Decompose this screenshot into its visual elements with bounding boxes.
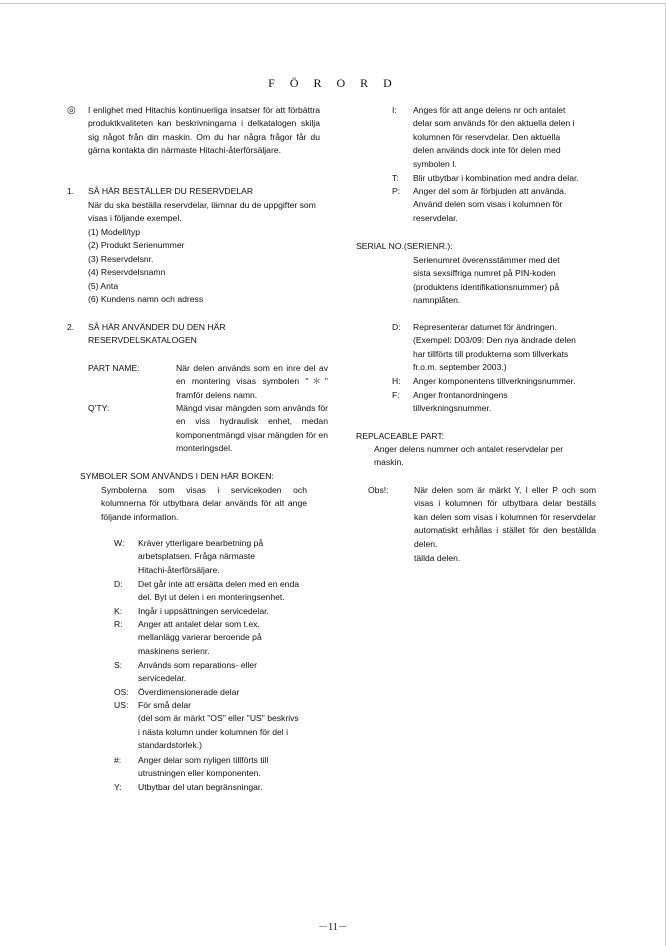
symbol-code: S: [114, 660, 123, 670]
symbol-desc-line: Anger del som är förbjuden att använda. [413, 186, 567, 196]
list-item: (3) Reservdelsnr. [88, 253, 154, 264]
definition-text: Mängd visar mängden som används för en viss hydraulisk enhet, medan komponentmängd visar mängden för en monteringsdel. [176, 403, 328, 454]
page-number: －11－ [318, 922, 348, 933]
section1-text: När du ska beställa reservdelar, lämnar du de uppgifter som visas i följande exempel. [88, 200, 316, 224]
symbol-code: OS: [114, 687, 129, 697]
symbol-desc-line: reservdelar. [413, 212, 458, 223]
symbol-desc-line: Utbytbar del utan begränsningar. [138, 782, 263, 792]
symbol-desc-line: fr.o.m. september 2003.) [413, 362, 507, 373]
symbol-code: K: [114, 606, 123, 616]
definition-term: PART NAME: [88, 363, 140, 373]
symbol-code: H: [392, 376, 401, 386]
symbol-desc-line: delen används dock inte för delen med [413, 145, 561, 156]
obs-tail: tällda delen. [414, 553, 461, 563]
symbol-desc-line: har tillförts till produkterna som tillverkats [413, 348, 569, 359]
symbol-desc-line: För små delar [138, 700, 192, 710]
symbol-desc-line: Anger delar som nyligen tillförts till [138, 755, 269, 765]
symbol-desc-line: Överdimensionerade delar [138, 687, 240, 697]
symbol-desc-line: symbolen I. [413, 158, 457, 169]
symbol-desc-line: delar som används för den aktuella delen i [413, 118, 575, 129]
symbol-code: US: [114, 700, 129, 710]
definition-term: Q'TY: [88, 403, 110, 413]
symbol-code: Y: [114, 782, 122, 792]
symbol-desc-line: Anger komponentens tillverkningsnummer. [413, 376, 576, 386]
replaceable-line: Anger delens nummer och antalet reservdelar per [374, 444, 564, 454]
symbols-text: Symbolerna som visas i servicekoden och kolumnerna för utbytbara delar används för att ange följande information. [101, 485, 307, 522]
list-item: (1) Modell/typ [88, 227, 141, 237]
symbol-code: P: [392, 186, 401, 196]
symbol-desc-line: Anger att antalet delar som t.ex. [138, 619, 260, 629]
symbol-desc-line: tillverkningsnummer. [413, 403, 492, 414]
definition-text: När delen används som en inre del av en montering visas symbolen "＊" framför delens namn. [176, 363, 328, 400]
section1-heading: SÅ HÄR BESTÄLLER DU RESERVDELAR [88, 186, 254, 196]
intro-symbol-icon: ◎ [67, 105, 76, 116]
page-border-top [0, 3, 666, 4]
section2-heading [88, 321, 226, 348]
symbol-desc-line: utrustningen eller komponenten. [138, 768, 261, 779]
symbol-desc-line: Använd delen som visas i kolumnen för [413, 199, 563, 210]
symbol-code: I: [392, 105, 397, 115]
section2-number: 2. [67, 322, 75, 332]
symbol-desc-line: Anges för att ange delens nr och antalet [413, 105, 566, 115]
symbol-desc-line: Kräver ytterligare bearbetning på [138, 538, 264, 548]
symbol-desc-line: kolumnen för reservdelar. Den aktuella [413, 131, 561, 142]
intro-paragraph: I enlighet med Hitachis kontinuerliga insatser för att förbättra produktkvaliteten kan beskrivningarna i delkatalogen skilja sig något från din maskin. Om du har några frågor får du gärna kontakta din närmaste Hitachi-återförsäljare. [88, 105, 320, 156]
serial-line: (produktens identifikationsnummer) på [413, 281, 560, 292]
serial-line: namnplåten. [413, 295, 461, 306]
replaceable-heading: REPLACEABLE PART: [356, 431, 445, 441]
list-item: (2) Produkt Serienummer [88, 240, 185, 251]
symbol-code: D: [114, 579, 123, 589]
obs-text: När delen som är märkt Y, I eller P och som visas i kolumnen för utbytbara delar beställs kan delen som visas i kolumnen för reservdelar automatiskt erhållas i stället för den beställda delen. [414, 485, 596, 549]
serial-text [413, 254, 560, 308]
symbol-code: #: [114, 755, 122, 765]
serial-line: Serienumret överensstämmer med det [413, 255, 560, 265]
section1-list [88, 226, 203, 306]
page-title: F Ö R O R D [268, 76, 398, 90]
symbol-desc-line: maskinens serienr. [138, 645, 210, 656]
symbol-code: T: [392, 173, 399, 183]
symbol-desc-line: servicedelar. [138, 673, 187, 684]
symbol-code: D: [392, 322, 401, 332]
section2-heading-line: RESERVDELSKATALOGEN [88, 335, 197, 346]
symbol-desc-line: Representerar datumet för ändringen. [413, 322, 557, 332]
list-item: (5) Anta [88, 280, 119, 291]
symbol-desc-line: (Exempel: D03/09: Den nya ändrade delen [413, 335, 576, 346]
symbol-desc-line: mellanlägg varierar beroende på [138, 632, 262, 643]
symbol-code: R: [114, 619, 123, 629]
serial-line: sista sexsiffriga numret på PIN-koden [413, 268, 556, 279]
symbol-desc-line: del. Byt ut delen i en monteringsenhet. [138, 592, 285, 603]
obs-label: Obs!: [368, 485, 389, 495]
section1-number: 1. [67, 186, 75, 196]
replaceable-line: maskin. [374, 457, 404, 468]
symbol-desc-line: Används som reparations- eller [138, 660, 257, 670]
list-item: (6) Kundens namn och adress [88, 294, 204, 305]
symbol-desc-line: Anger frontanordningens [413, 390, 508, 400]
symbol-desc-line: standardstorlek.) [138, 740, 203, 751]
symbol-desc-line: Det går inte att ersätta delen med en enda [138, 579, 299, 589]
replaceable-text [374, 443, 563, 470]
serial-heading: SERIAL NO.(SERIENR.): [356, 241, 453, 251]
list-item: (4) Reservdelsnamn [88, 267, 166, 278]
symbol-desc-line: arbetsplatsen. Fråga närmaste [138, 551, 256, 562]
symbol-desc-line: (del som är märkt "OS" eller "US" beskrivs [138, 713, 299, 724]
symbol-code: F: [392, 390, 400, 400]
symbol-desc-line: Ingår i uppsättningen servicedelar. [138, 606, 269, 616]
symbol-desc-line: Hitachi-återförsäljare. [138, 564, 220, 575]
symbol-desc-line: Blir utbytbar i kombination med andra delar. [413, 173, 579, 183]
symbol-desc-line: i nästa kolumn under kolumnen för del i [138, 726, 288, 737]
section2-heading-line: SÅ HÄR ANVÄNDER DU DEN HÄR [88, 322, 226, 332]
symbol-code: W: [114, 538, 125, 548]
symbols-heading: SYMBOLER SOM ANVÄNDS I DEN HÄR BOKEN: [80, 471, 274, 481]
